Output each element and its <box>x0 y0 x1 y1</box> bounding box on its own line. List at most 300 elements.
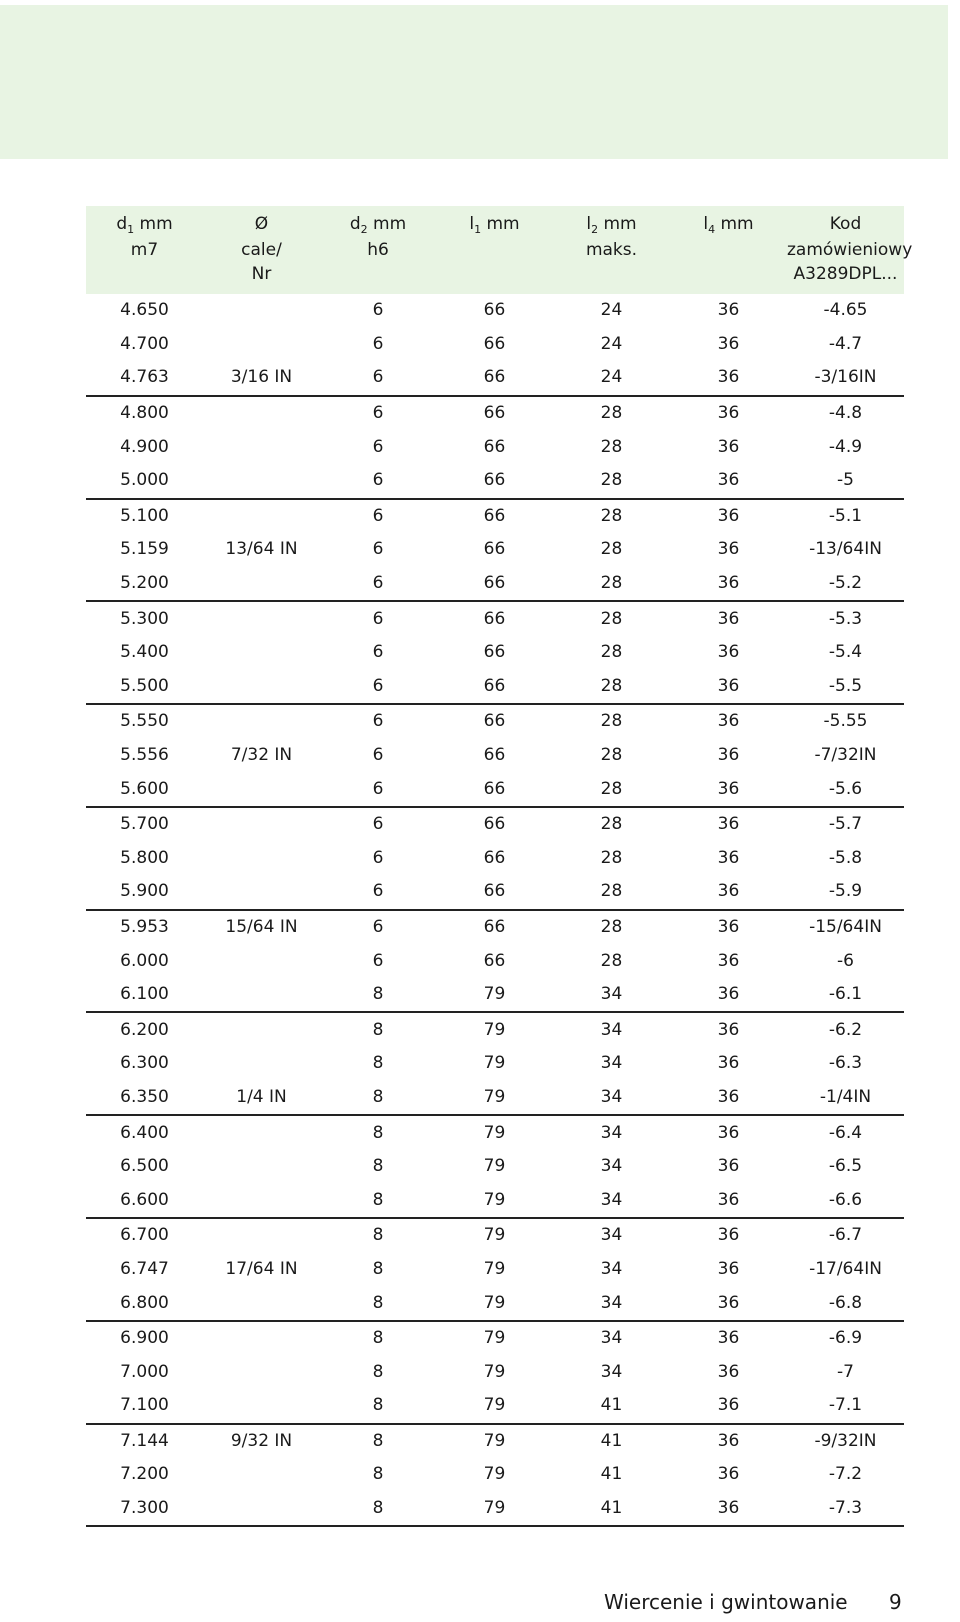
header-symbol: Ø <box>254 214 269 234</box>
table-row <box>86 1321 904 1356</box>
header-line-3 <box>553 262 670 286</box>
table-cell: 79 <box>483 1019 506 1040</box>
table-cell: 6.600 <box>86 1183 203 1218</box>
column-header-4 <box>436 206 553 294</box>
table-cell: 79 <box>483 1122 506 1143</box>
table-cell: 8 <box>372 1361 384 1382</box>
header-line-3 <box>670 262 787 286</box>
table-cell: 4.650 <box>120 300 169 321</box>
table-cell: 41 <box>600 1464 623 1485</box>
table-cell: 66 <box>436 567 553 602</box>
table-cell <box>203 1389 320 1424</box>
table-cell: 8 <box>320 1389 436 1424</box>
table-cell: 28 <box>600 608 623 629</box>
table-row <box>86 1081 904 1116</box>
table-cell: 79 <box>483 1361 506 1382</box>
table-cell: 6 <box>372 916 384 937</box>
table-cell: 66 <box>436 361 553 396</box>
header-line-2: zamówieniowy <box>787 240 913 260</box>
table-cell: 5.300 <box>120 608 169 629</box>
table-cell: 5.556 <box>120 745 169 766</box>
table-cell: 66 <box>436 464 553 499</box>
column-header-7 <box>787 206 913 294</box>
table-cell: 36 <box>670 772 787 807</box>
table-cell: -5.3 <box>828 608 863 629</box>
table-cell: -5.7 <box>828 814 863 835</box>
table-cell <box>203 670 320 705</box>
table-cell: 36 <box>717 1464 740 1485</box>
table-cell: 79 <box>483 1328 506 1349</box>
table-row <box>86 842 904 876</box>
table-cell: 36 <box>717 436 740 457</box>
table-cell: 36 <box>717 1361 740 1382</box>
table-cell: 8 <box>320 1492 436 1527</box>
table-cell: 36 <box>717 300 740 321</box>
table-cell: 28 <box>600 403 623 424</box>
table-cell: -6.2 <box>828 1019 863 1040</box>
table-cell: 36 <box>717 539 740 560</box>
header-line-2 <box>670 238 787 262</box>
table-cell: 6 <box>372 300 384 321</box>
table-cell: 66 <box>436 875 553 910</box>
table-cell: 28 <box>553 464 670 499</box>
table-row <box>86 1150 904 1184</box>
table-cell <box>203 636 320 670</box>
table-cell <box>203 601 320 636</box>
table-cell <box>203 1286 320 1321</box>
table-cell: 8 <box>372 1258 384 1279</box>
table-cell <box>203 1492 320 1527</box>
table-cell: 28 <box>600 436 623 457</box>
table-row <box>86 772 904 807</box>
table-cell: 34 <box>600 1328 623 1349</box>
table-cell <box>203 1321 320 1356</box>
table-row <box>86 1492 904 1527</box>
table-row <box>86 910 904 945</box>
table-cell: 6 <box>320 567 436 602</box>
table-cell: 36 <box>717 1122 740 1143</box>
table-cell: -4.7 <box>828 333 863 354</box>
header-line-1 <box>670 212 787 238</box>
table-cell: 66 <box>483 711 506 732</box>
table-cell: 79 <box>436 1492 553 1527</box>
header-line-2: h6 <box>367 240 389 260</box>
table-cell <box>203 1183 320 1218</box>
table-cell: 36 <box>717 847 740 868</box>
table-cell: 6 <box>320 464 436 499</box>
table-cell: 36 <box>717 916 740 937</box>
table-row <box>86 636 904 670</box>
table-cell: 41 <box>553 1492 670 1527</box>
table-cell <box>203 842 320 876</box>
table-cell: 6 <box>372 642 384 663</box>
footer-section-title: Wiercenie i gwintowanie <box>604 1590 848 1614</box>
table-cell: 6.200 <box>120 1019 169 1040</box>
table-cell: -7.1 <box>787 1389 904 1424</box>
table-row <box>86 944 904 978</box>
table-row <box>86 739 904 773</box>
header-band <box>0 5 948 159</box>
table-row <box>86 396 904 431</box>
table-cell: 66 <box>483 608 506 629</box>
table-row <box>86 1389 904 1424</box>
table-cell: 5.800 <box>120 847 169 868</box>
table-cell: -7.2 <box>828 1464 863 1485</box>
table-row <box>86 978 904 1013</box>
header-unit: mm <box>481 214 520 234</box>
table-cell: 36 <box>717 1019 740 1040</box>
table-cell: 28 <box>600 814 623 835</box>
table-cell: 34 <box>600 1122 623 1143</box>
table-cell <box>203 1218 320 1253</box>
table-cell: 8 <box>372 1053 384 1074</box>
header-line-1 <box>203 212 320 238</box>
table-cell: 8 <box>372 1464 384 1485</box>
table-cell: 15/64 IN <box>225 916 298 937</box>
table-cell: 6 <box>372 333 384 354</box>
table-cell: 79 <box>483 1258 506 1279</box>
table-cell: -4.8 <box>828 403 863 424</box>
table-cell: 5.550 <box>120 711 169 732</box>
header-unit: mm <box>715 214 754 234</box>
table-cell: 41 <box>600 1430 623 1451</box>
table-cell: -6.9 <box>828 1328 863 1349</box>
table-cell <box>203 464 320 499</box>
header-subscript: 2 <box>591 223 599 236</box>
table-cell: 6 <box>372 539 384 560</box>
table-cell: 66 <box>483 814 506 835</box>
table-cell: 66 <box>483 847 506 868</box>
table-cell: 34 <box>600 1225 623 1246</box>
table-row <box>86 670 904 705</box>
product-table-container <box>86 206 913 1527</box>
table-cell: -7 <box>837 1361 854 1382</box>
table-cell: 6.700 <box>120 1225 169 1246</box>
header-subscript: 1 <box>127 223 135 236</box>
header-unit: mm <box>598 214 637 234</box>
table-cell: 7.000 <box>120 1361 169 1382</box>
table-cell: 79 <box>436 1183 553 1218</box>
table-cell: 36 <box>717 1225 740 1246</box>
table-cell: 66 <box>483 403 506 424</box>
header-subscript: 1 <box>474 223 482 236</box>
table-row <box>86 294 904 328</box>
table-cell: 36 <box>717 1328 740 1349</box>
header-line-3: Nr <box>251 264 272 284</box>
table-cell: 6 <box>320 361 436 396</box>
table-cell: 6 <box>320 670 436 705</box>
table-row <box>86 499 904 534</box>
table-cell: 8 <box>372 1225 384 1246</box>
table-cell: 8 <box>320 1286 436 1321</box>
table-cell: 7.300 <box>86 1492 203 1527</box>
header-symbol: d <box>116 214 128 234</box>
table-cell: 34 <box>553 1081 670 1116</box>
table-cell: 36 <box>717 608 740 629</box>
table-row <box>86 807 904 842</box>
table-cell <box>203 944 320 978</box>
table-cell: -5 <box>787 464 904 499</box>
table-cell: 7.100 <box>86 1389 203 1424</box>
table-cell: 79 <box>483 1053 506 1074</box>
column-header-6 <box>670 206 787 294</box>
table-cell: 5.900 <box>86 875 203 910</box>
table-cell: 36 <box>670 875 787 910</box>
table-cell: 66 <box>483 333 506 354</box>
table-cell: -4.65 <box>823 300 868 321</box>
table-cell: 66 <box>483 539 506 560</box>
table-cell: -5.6 <box>787 772 904 807</box>
header-unit: mm <box>134 214 173 234</box>
table-cell: 4.700 <box>120 333 169 354</box>
table-cell: 28 <box>553 670 670 705</box>
table-row <box>86 567 904 602</box>
table-cell: 36 <box>670 1081 787 1116</box>
table-row <box>86 1458 904 1492</box>
table-cell: 34 <box>600 1258 623 1279</box>
table-cell: 79 <box>436 1389 553 1424</box>
table-cell: 5.600 <box>86 772 203 807</box>
header-symbol: l <box>586 214 592 234</box>
table-row <box>86 1012 904 1047</box>
table-cell: -15/64IN <box>809 916 882 937</box>
table-cell: 66 <box>483 505 506 526</box>
table-cell: 36 <box>717 1053 740 1074</box>
table-cell: 36 <box>717 1258 740 1279</box>
table-cell: 6 <box>372 436 384 457</box>
table-cell: 34 <box>600 1156 623 1177</box>
table-cell: -5.2 <box>787 567 904 602</box>
table-cell: 66 <box>483 642 506 663</box>
table-cell: 66 <box>483 916 506 937</box>
table-cell: 1/4 IN <box>203 1081 320 1116</box>
table-row <box>86 328 904 362</box>
table-cell <box>203 1115 320 1150</box>
header-symbol: Kod <box>829 214 862 234</box>
table-cell <box>203 807 320 842</box>
table-cell: 36 <box>670 361 787 396</box>
table-cell: -5.4 <box>828 642 863 663</box>
table-cell: 36 <box>717 745 740 766</box>
page-number: 9 <box>889 1590 902 1614</box>
table-cell: 8 <box>320 1183 436 1218</box>
table-cell: 79 <box>483 1464 506 1485</box>
table-cell: 5.159 <box>120 539 169 560</box>
table-cell: 28 <box>600 539 623 560</box>
table-cell <box>203 875 320 910</box>
table-cell: 6 <box>372 745 384 766</box>
table-cell <box>203 294 320 328</box>
header-symbol: l <box>469 214 475 234</box>
table-cell: 6.900 <box>120 1328 169 1349</box>
header-line-3 <box>436 262 553 286</box>
table-row <box>86 704 904 739</box>
table-cell: -6.8 <box>787 1286 904 1321</box>
table-cell: 79 <box>483 1225 506 1246</box>
table-cell <box>203 1047 320 1081</box>
header-symbol: l <box>703 214 709 234</box>
table-cell: 8 <box>320 978 436 1013</box>
table-row <box>86 361 904 396</box>
header-line-3: A3289DPL... <box>793 264 898 284</box>
table-cell: 5.200 <box>86 567 203 602</box>
table-row <box>86 1286 904 1321</box>
table-cell: 66 <box>436 772 553 807</box>
table-cell: 79 <box>436 978 553 1013</box>
table-cell: 79 <box>436 1286 553 1321</box>
table-cell: -6.5 <box>828 1156 863 1177</box>
table-cell: 24 <box>600 300 623 321</box>
table-cell: 28 <box>600 916 623 937</box>
table-cell: 7.144 <box>120 1430 169 1451</box>
table-cell: 36 <box>670 978 787 1013</box>
table-cell: -6.6 <box>787 1183 904 1218</box>
header-line-2 <box>436 238 553 262</box>
table-cell: -3/16IN <box>787 361 904 396</box>
column-header-1 <box>86 206 203 294</box>
product-table <box>86 206 913 1527</box>
table-cell: 8 <box>372 1122 384 1143</box>
table-cell: -7/32IN <box>814 745 877 766</box>
table-cell: 28 <box>600 847 623 868</box>
table-row <box>86 1115 904 1150</box>
table-cell: -9/32IN <box>814 1430 877 1451</box>
table-cell: 28 <box>600 711 623 732</box>
table-cell: -4.9 <box>828 436 863 457</box>
table-cell: 6 <box>372 711 384 732</box>
table-cell <box>203 1150 320 1184</box>
header-unit: mm <box>367 214 407 234</box>
table-cell: -6.4 <box>828 1122 863 1143</box>
column-header-3 <box>320 206 436 294</box>
table-cell: -6.3 <box>828 1053 863 1074</box>
table-cell: 5.400 <box>120 642 169 663</box>
header-subscript: 2 <box>360 223 368 236</box>
table-row <box>86 1218 904 1253</box>
table-cell: 41 <box>553 1389 670 1424</box>
table-cell: 6.100 <box>86 978 203 1013</box>
table-cell: -6 <box>837 950 854 971</box>
table-cell: 34 <box>600 1053 623 1074</box>
header-line-3 <box>86 262 203 286</box>
table-cell: -1/4IN <box>787 1081 904 1116</box>
header-symbol: d <box>349 214 361 234</box>
table-cell: 8 <box>372 1430 384 1451</box>
table-cell: 79 <box>483 1156 506 1177</box>
table-cell: -17/64IN <box>809 1258 882 1279</box>
table-cell <box>203 328 320 362</box>
table-cell <box>203 704 320 739</box>
table-cell: 34 <box>553 1286 670 1321</box>
table-cell: 6 <box>372 814 384 835</box>
table-cell: 36 <box>717 814 740 835</box>
header-line-2: maks. <box>585 240 638 260</box>
table-cell: 36 <box>717 711 740 732</box>
table-cell: -13/64IN <box>809 539 882 560</box>
table-header-row <box>86 206 904 294</box>
table-cell: 6 <box>372 505 384 526</box>
table-cell: 66 <box>483 300 506 321</box>
table-cell: 6.800 <box>86 1286 203 1321</box>
header-line-1 <box>86 212 203 238</box>
table-cell: 6 <box>320 875 436 910</box>
table-row <box>86 1183 904 1218</box>
table-cell: 6 <box>372 950 384 971</box>
table-cell: -5.55 <box>823 711 868 732</box>
table-row <box>86 464 904 499</box>
header-line-1 <box>436 212 553 238</box>
header-line-1 <box>553 212 670 238</box>
table-cell: -5.8 <box>828 847 863 868</box>
table-cell: 28 <box>553 875 670 910</box>
table-cell: 28 <box>600 505 623 526</box>
table-cell: 36 <box>670 670 787 705</box>
table-cell: 36 <box>717 642 740 663</box>
table-cell: 6.747 <box>120 1258 169 1279</box>
table-cell: 6 <box>320 772 436 807</box>
table-cell: 8 <box>372 1156 384 1177</box>
header-subscript: 4 <box>708 223 716 236</box>
table-cell: -5.5 <box>787 670 904 705</box>
header-line-3 <box>320 262 436 286</box>
table-cell <box>203 1355 320 1389</box>
table-cell: 79 <box>483 1430 506 1451</box>
table-cell: 8 <box>372 1019 384 1040</box>
table-cell: 6.000 <box>120 950 169 971</box>
table-cell: 6 <box>372 847 384 868</box>
column-header-5 <box>553 206 670 294</box>
table-cell <box>203 1012 320 1047</box>
table-cell: -7.3 <box>787 1492 904 1527</box>
table-cell <box>203 396 320 431</box>
table-cell: 6.350 <box>86 1081 203 1116</box>
table-cell: 6.300 <box>120 1053 169 1074</box>
table-cell: 66 <box>483 950 506 971</box>
table-cell: 66 <box>483 745 506 766</box>
table-cell: 4.900 <box>120 436 169 457</box>
table-body <box>86 294 904 1526</box>
table-row <box>86 1253 904 1287</box>
header-line-1 <box>787 212 904 238</box>
table-cell: 8 <box>320 1081 436 1116</box>
table-cell: 28 <box>600 642 623 663</box>
table-cell: 28 <box>600 950 623 971</box>
table-row <box>86 875 904 910</box>
table-row <box>86 1355 904 1389</box>
header-line-2: cale/ <box>241 240 282 260</box>
table-cell: 13/64 IN <box>225 539 298 560</box>
table-cell: 34 <box>600 1019 623 1040</box>
table-cell: 34 <box>600 1361 623 1382</box>
table-cell: 6.500 <box>120 1156 169 1177</box>
table-cell: -5.9 <box>787 875 904 910</box>
column-header-2 <box>203 206 320 294</box>
table-row <box>86 1047 904 1081</box>
table-cell: 4.800 <box>120 403 169 424</box>
table-row <box>86 601 904 636</box>
table-cell: 36 <box>670 1492 787 1527</box>
table-cell <box>203 430 320 464</box>
table-cell: -5.1 <box>828 505 863 526</box>
table-cell: 66 <box>483 436 506 457</box>
table-cell: 36 <box>670 1286 787 1321</box>
table-cell: -6.1 <box>787 978 904 1013</box>
table-cell: 17/64 IN <box>225 1258 298 1279</box>
table-cell: 9/32 IN <box>230 1430 293 1451</box>
table-cell <box>203 772 320 807</box>
table-cell <box>203 1458 320 1492</box>
table-cell: 7.200 <box>120 1464 169 1485</box>
